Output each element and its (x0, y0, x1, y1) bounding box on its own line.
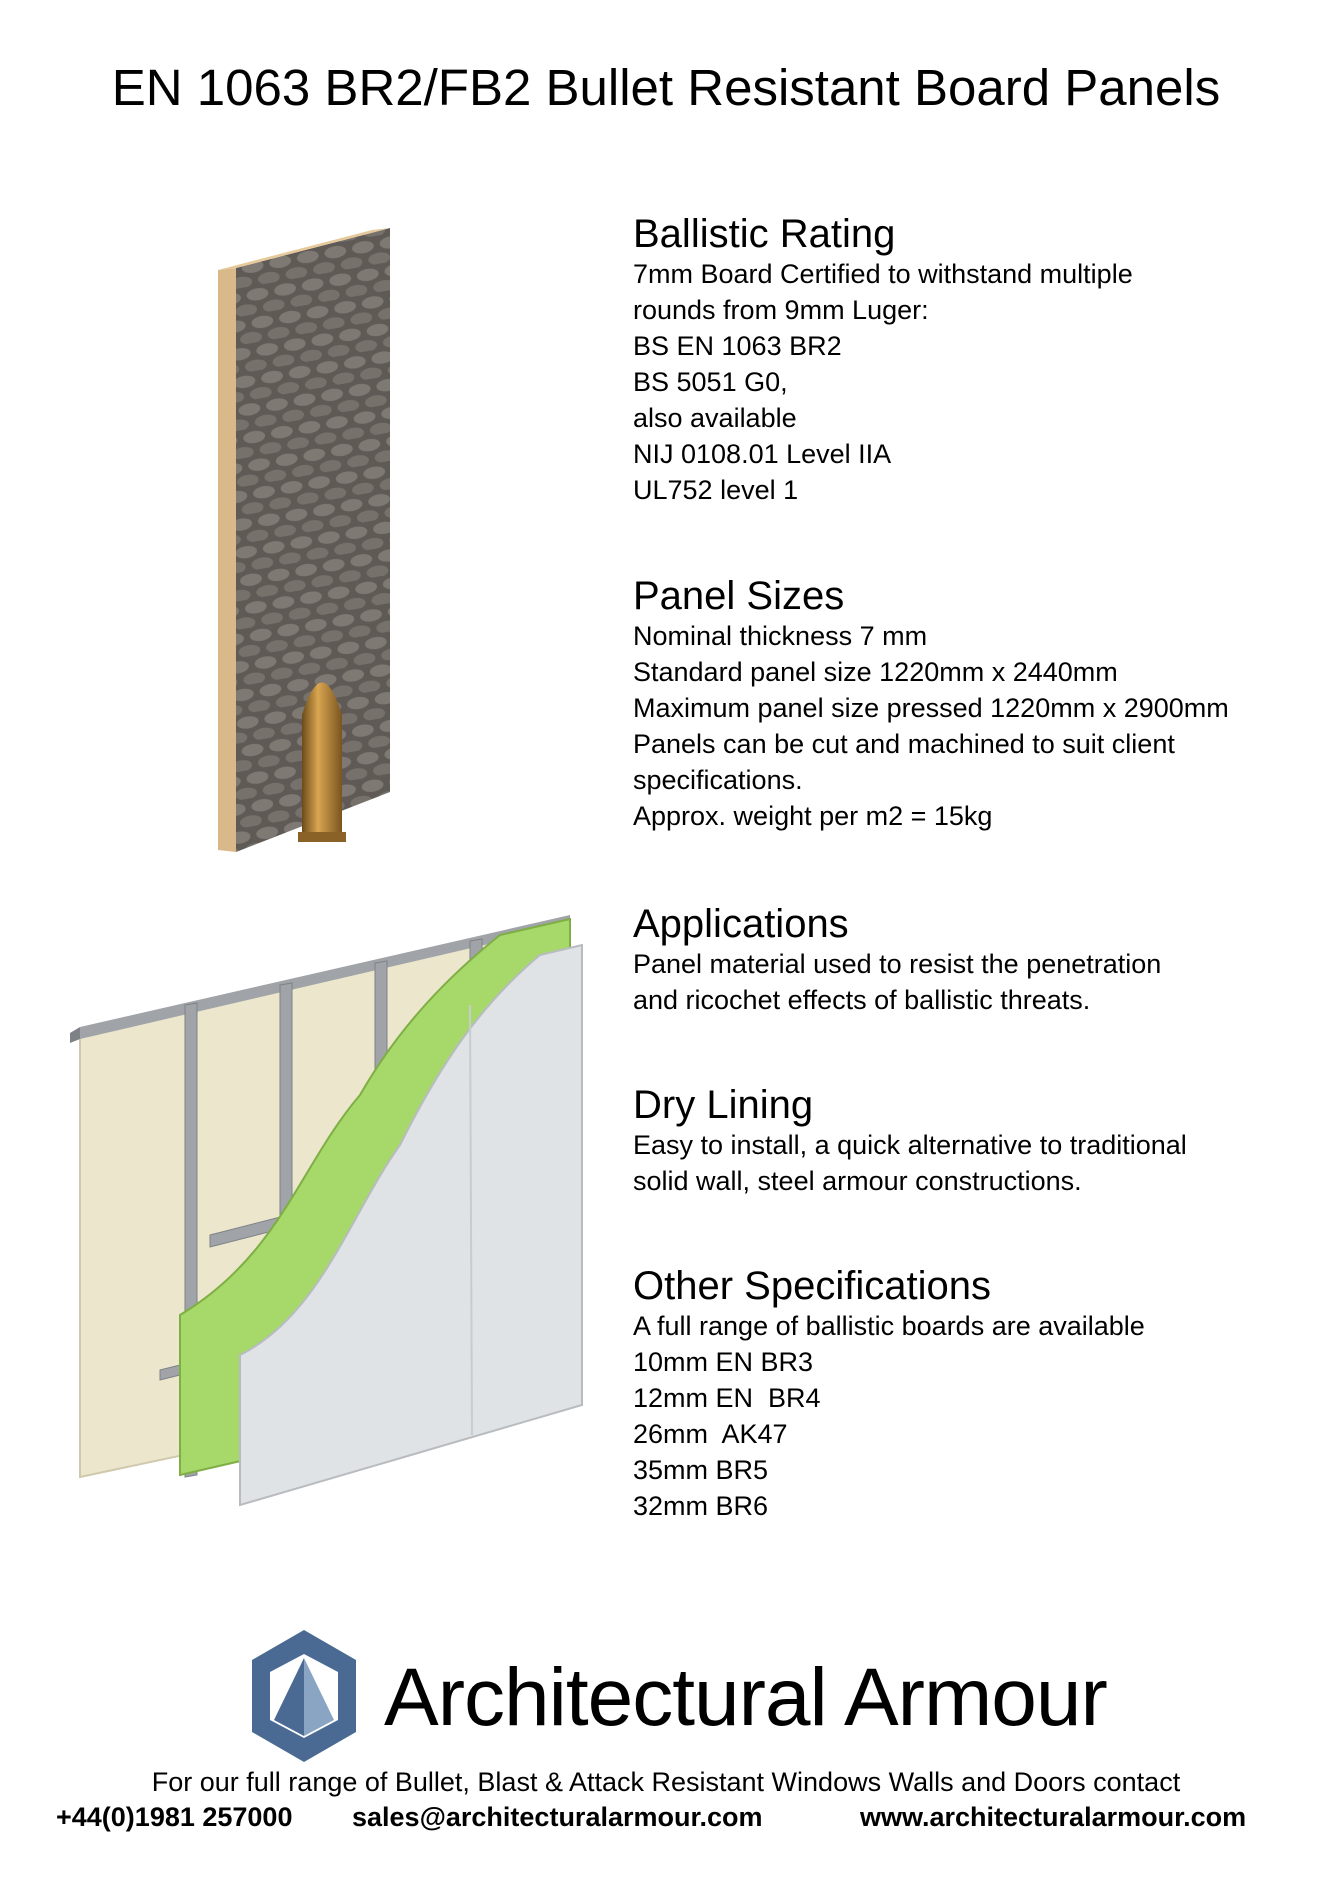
contact-website-link[interactable]: www.architecturalarmour.com (860, 1802, 1247, 1832)
dry-lining-wall-illustration (70, 915, 590, 1525)
section-line: BS 5051 G0, (633, 367, 788, 397)
ballistic-board-illustration (200, 210, 460, 860)
section-line: 35mm BR5 (633, 1455, 769, 1485)
section-line: 7mm Board Certified to withstand multiple (633, 259, 1133, 289)
section-line: A full range of ballistic boards are available (633, 1311, 1145, 1341)
section-line: rounds from 9mm Luger: (633, 295, 929, 325)
section-line: 32mm BR6 (633, 1491, 769, 1521)
section-heading: Ballistic Rating (633, 212, 896, 256)
section-line: 10mm EN BR3 (633, 1347, 814, 1377)
section-line: Nominal thickness 7 mm (633, 621, 928, 651)
section-dry-lining (633, 1083, 1323, 1199)
section-line: Panel material used to resist the penetration (633, 949, 1162, 979)
section-line: and ricochet effects of ballistic threats. (633, 985, 1091, 1015)
architectural-armour-logo-icon (248, 1628, 360, 1764)
section-line: BS EN 1063 BR2 (633, 331, 842, 361)
bullet-icon (298, 683, 346, 843)
section-heading: Applications (633, 902, 849, 946)
section-line: solid wall, steel armour constructions. (633, 1166, 1082, 1196)
board-edge (218, 268, 236, 852)
section-line: Maximum panel size pressed 1220mm x 2900mm (633, 693, 1229, 723)
section-line: 12mm EN BR4 (633, 1383, 821, 1413)
section-heading: Dry Lining (633, 1083, 814, 1127)
contact-phone[interactable]: +44(0)1981 257000 (56, 1802, 293, 1832)
section-line: 26mm AK47 (633, 1419, 788, 1449)
contact-email-link[interactable]: sales@architecturalarmour.com (352, 1802, 763, 1832)
section-line: NIJ 0108.01 Level IIA (633, 439, 892, 469)
section-line: specifications. (633, 765, 803, 795)
footer-tagline: For our full range of Bullet, Blast & Attack Resistant Windows Walls and Doors contact (151, 1767, 1181, 1797)
section-heading: Other Specifications (633, 1264, 991, 1308)
section-panel-sizes (633, 574, 1323, 834)
section-ballistic-rating (633, 212, 1323, 508)
section-heading: Panel Sizes (633, 574, 845, 618)
section-line: also available (633, 403, 797, 433)
section-line: UL752 level 1 (633, 475, 799, 505)
page-title: EN 1063 BR2/FB2 Bullet Resistant Board Panels (111, 59, 1221, 116)
brand-name: Architectural Armour (384, 1652, 1107, 1743)
section-line: Approx. weight per m2 = 15kg (633, 801, 993, 831)
section-line: Easy to install, a quick alternative to traditional (633, 1130, 1187, 1160)
section-applications (633, 902, 1323, 1018)
section-line: Panels can be cut and machined to suit client (633, 729, 1175, 759)
section-line: Standard panel size 1220mm x 2440mm (633, 657, 1118, 687)
section-other-specifications (633, 1264, 1323, 1524)
